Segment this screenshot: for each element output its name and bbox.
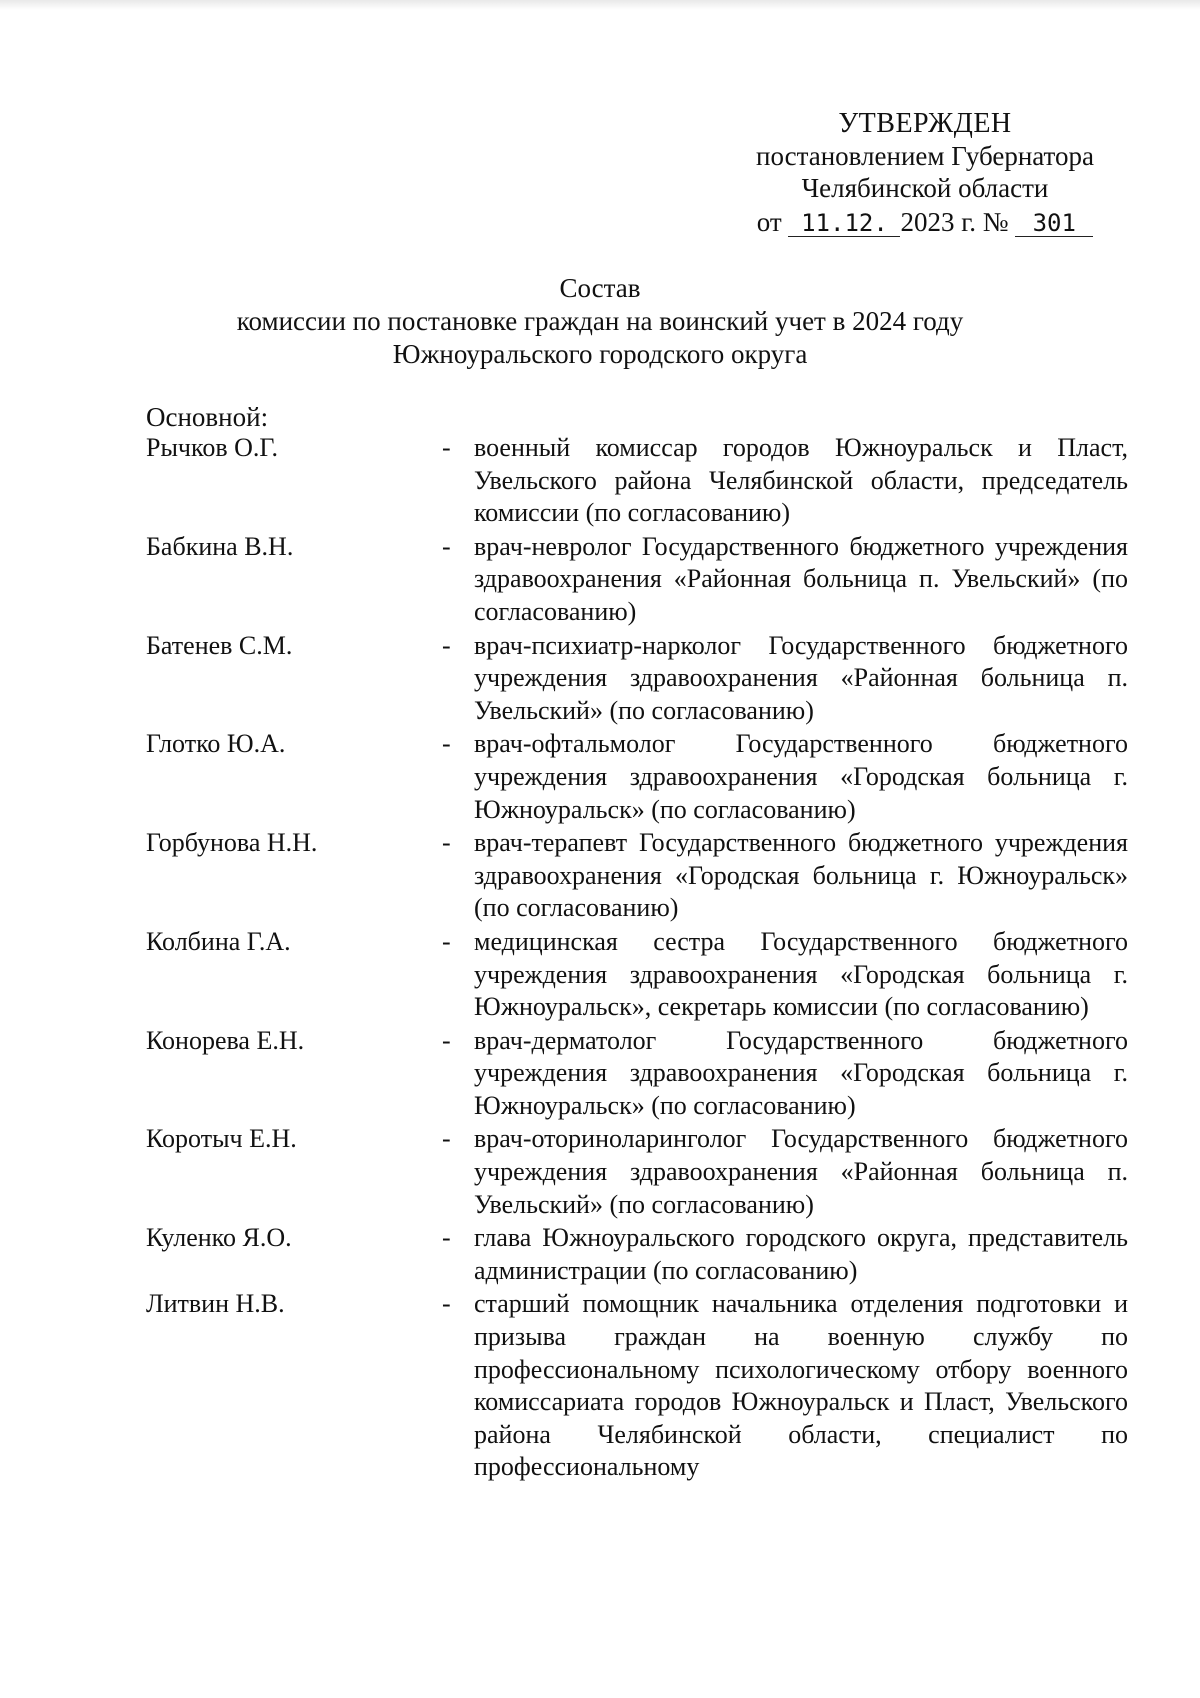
member-dash: - — [442, 828, 451, 858]
approval-date-line — [735, 206, 1115, 238]
member-dash: - — [442, 1289, 451, 1319]
member-dash: - — [442, 630, 451, 660]
member-description: врач-оториноларинголог Государственного бюджетного учреждения здравоохранения «Районная больница п. Увельский» (по согласованию) — [474, 1124, 1128, 1219]
member-description: глава Южноуральского городского округа, представитель администрации (по согласованию) — [474, 1223, 1128, 1285]
approval-line-2: Челябинской области — [801, 173, 1049, 203]
date-value: 11.12. — [788, 210, 900, 237]
approval-stamp-title: УТВЕРЖДЕН — [838, 108, 1012, 139]
member-dash: - — [442, 1025, 451, 1055]
member-name: Рычков О.Г. — [146, 433, 278, 462]
member-dash: - — [442, 729, 451, 759]
members-list — [146, 432, 1131, 1485]
member-description: врач-невролог Государственного бюджетного учреждения здравоохранения «Районная больница п. Увельский» (по согласованию) — [474, 531, 1128, 626]
member-description: медицинская сестра Государственного бюджетного учреждения здравоохранения «Городская больница г. Южноуральск», секретарь комиссии (по согласованию) — [474, 926, 1128, 1022]
date-prefix: от — [756, 207, 782, 237]
decree-number: 301 — [1015, 210, 1093, 237]
member-name: Куленко Я.О. — [146, 1223, 292, 1253]
member-description: врач-дерматолог Государственного бюджетного учреждения здравоохранения «Городская больница г. Южноуральск» (по согласованию) — [474, 1025, 1128, 1120]
member-name: Бабкина В.Н. — [146, 531, 294, 561]
member-row — [146, 432, 1131, 530]
approval-line-1: постановлением Губернатора — [756, 141, 1094, 171]
member-name: Коротыч Е.Н. — [146, 1124, 297, 1154]
member-row — [146, 1025, 1131, 1123]
member-row — [146, 630, 1131, 728]
member-name: Батенев С.М. — [146, 630, 293, 660]
member-name: Конорева Е.Н. — [146, 1025, 305, 1055]
member-description: врач-терапевт Государственного бюджетного учреждения здравоохранения «Городская больница г. Южноуральск» (по согласованию) — [474, 828, 1128, 923]
member-row — [146, 728, 1131, 826]
member-row — [146, 1123, 1131, 1221]
member-description: военный комиссар городов Южноуральск и Пласт, Увельского района Челябинской области, председатель комиссии (по согласованию) — [474, 433, 1128, 528]
scan-edge — [0, 0, 1200, 10]
member-dash: - — [442, 433, 451, 462]
member-row — [146, 827, 1131, 925]
approval-block — [735, 108, 1115, 238]
member-row — [146, 1288, 1131, 1484]
member-description: врач-офтальмолог Государственного бюджетного учреждения здравоохранения «Городская больница г. Южноуральск» (по согласованию) — [474, 729, 1128, 824]
title-line-2: комиссии по постановке граждан на воинский учет в 2024 году — [236, 306, 964, 336]
member-dash: - — [442, 1223, 451, 1253]
member-name: Горбунова Н.Н. — [146, 828, 318, 858]
member-description: старший помощник начальника отделения подготовки и призыва граждан на военную службу по профессиональному психологическому отбору военного комиссариата городов Южноуральск и Пласт, Увельского района Челябинской области, специалист по профессиональному — [474, 1289, 1128, 1482]
member-row — [146, 1222, 1131, 1287]
member-name: Литвин Н.В. — [146, 1289, 285, 1319]
section-label: Основной: — [146, 402, 269, 432]
member-dash: - — [442, 531, 451, 561]
member-row — [146, 926, 1131, 1024]
title-line-1: Состав — [559, 273, 641, 303]
document-title — [150, 272, 1050, 371]
date-suffix: 2023 г. № — [900, 207, 1009, 237]
member-description: врач-психиатр-нарколог Государственного бюджетного учреждения здравоохранения «Районная больница п. Увельский» (по согласованию) — [474, 630, 1128, 725]
member-dash: - — [442, 926, 451, 956]
title-line-3: Южноуральского городского округа — [392, 339, 808, 369]
member-name: Колбина Г.А. — [146, 926, 291, 956]
member-dash: - — [442, 1124, 451, 1154]
member-name: Глотко Ю.А. — [146, 729, 286, 759]
member-row — [146, 531, 1131, 629]
